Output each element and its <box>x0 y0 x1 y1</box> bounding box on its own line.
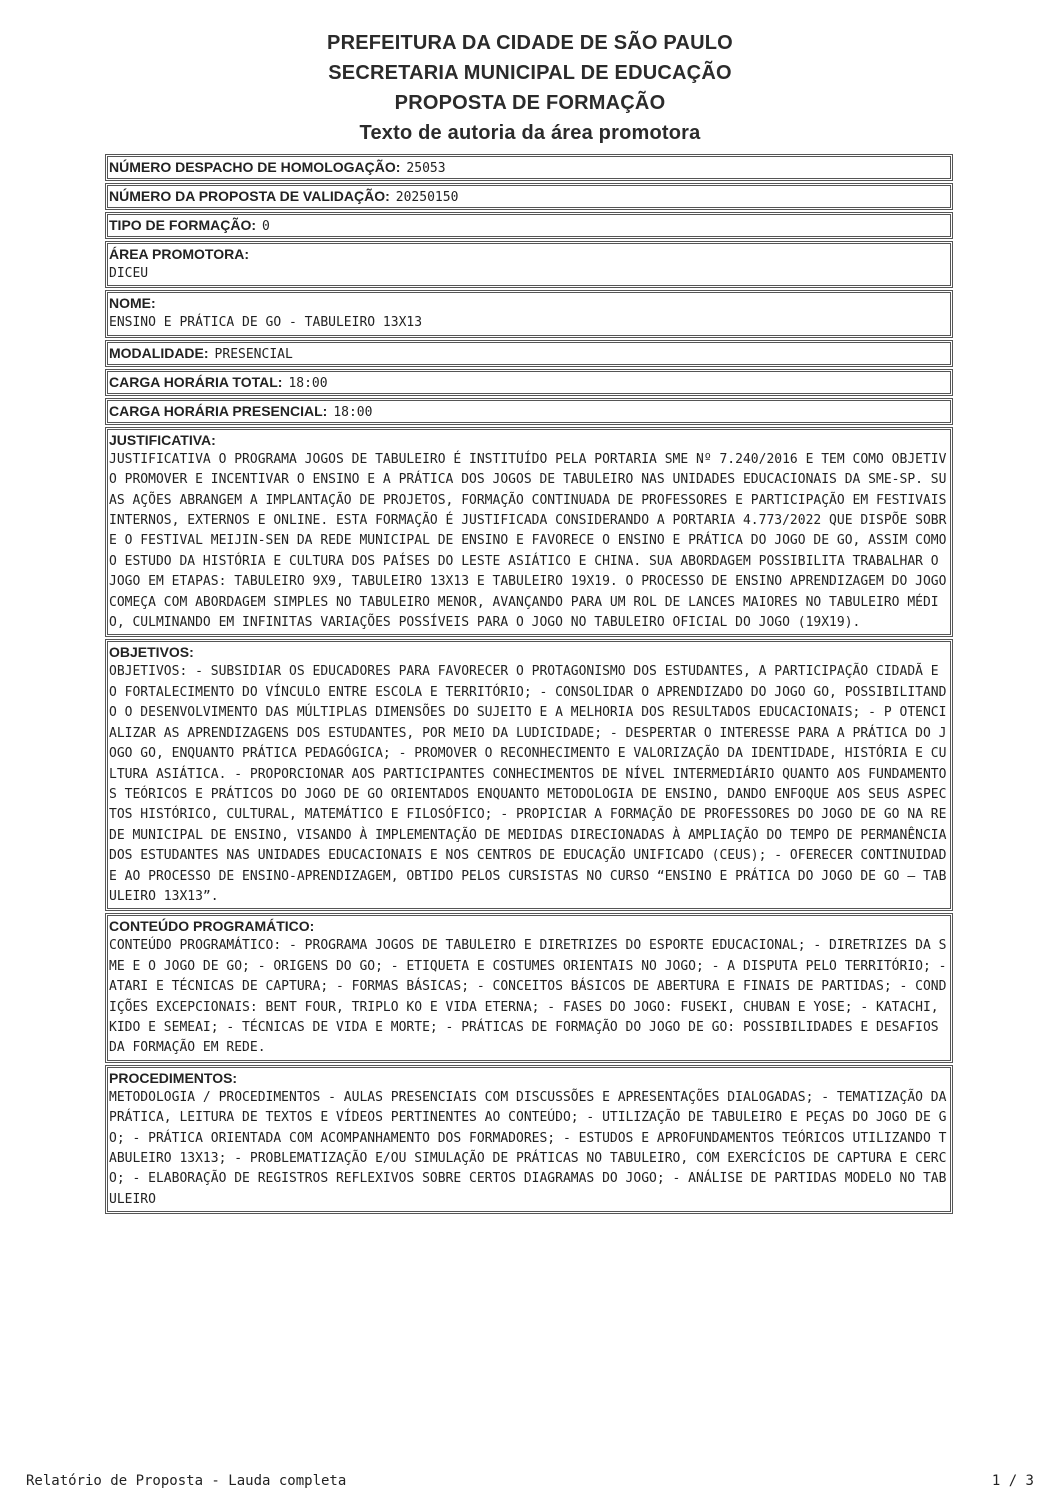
field-label: CONTEÚDO PROGRAMÁTICO: <box>109 918 315 935</box>
field-carga-presencial <box>107 400 951 423</box>
field-value: PRESENCIAL <box>214 346 293 362</box>
header-line-secretaria: SECRETARIA MUNICIPAL DE EDUCAÇÃO <box>328 62 732 84</box>
form-content <box>106 156 955 1218</box>
header-line-prefeitura: PREFEITURA DA CIDADE DE SÃO PAULO <box>327 32 733 54</box>
field-label: MODALIDADE: <box>109 344 209 361</box>
field-label: TIPO DE FORMAÇÃO: <box>109 217 256 233</box>
field-value: ENSINO E PRÁTICA DE GO - TABULEIRO 13X13 <box>109 315 423 331</box>
field-value: 20250150 <box>395 190 459 205</box>
field-conteudo-programatico <box>107 915 955 1060</box>
field-area-promotora <box>107 243 951 286</box>
document-header <box>0 28 1060 148</box>
field-modalidade <box>107 342 951 365</box>
field-despacho <box>107 156 951 179</box>
field-label: PROCEDIMENTOS: <box>109 1069 238 1086</box>
field-value: OBJETIVOS: - SUBSIDIAR OS EDUCADORES PARA FAVORECER O PROTAGONISMO DOS ESTUDANTES, A PARTICIPAÇÃO CIDADÃ E O FORTALECIMENTO DO VÍNCULO ENTRE ESCOLA E TERRITÓRIO; - CONSOLIDAR O APRENDIZADO DO JOGO GO, POSSIBILITANDO O DESENVOLVIMENTO DAS MÚLTIPLAS DIMENSÕES DO SUJEITO E A MELHORIA DOS RESULTADOS EDUCACIONAIS; - P OTENCIALIZAR AS APRENDIZAGENS DOS ESTUDANTES, POR MEIO DA LUDICIDADE; - DESPERTAR O INTERESSE PARA A PRÁTICA DO JOGO GO, ENQUANTO PRÁTICA PEDAGÓGICA; - PROMOVER O RECONHECIMENTO E VALORIZAÇÃO DA IDENTIDADE, HISTÓRIA E CULTURA ASIÁTICA. - PROPORCIONAR AOS PARTICIPANTES CONHECIMENTOS DE NÍVEL INTERMEDIÁRIO QUANTO AOS FUNDAMENTOS TEÓRICOS E PRÁTICOS DO JOGO DE GO ORIENTADOS ENQUANTO METODOLOGIA DE ENSINO, DANDO ENFOQUE AOS SEUS ASPECTOS HISTÓRICO, CULTURAL, MATEMÁTICO E FILOSÓFICO; - PROPICIAR A FORMAÇÃO DE PROFESSORES DO JOGO DE GO NA REDE MUNICIPAL DE ENSINO, VISANDO À IMPLEMENTAÇÃO DE MEDIDAS DIRECIONADAS À AMPLIAÇÃO DO TEMPO DE PERMANÊNCIA DOS ESTUDANTES NAS UNIDADES EDUCACIONAIS E NOS CENTROS DE EDUCAÇÃO UNIFICADO (CEUS); - OFERECER CONTINUIDADE AO PROCESSO DE ENSINO-APRENDIZAGEM, OBTIDO PELOS CURSISTAS NO CURSO “ENSINO E PRÁTICA DO JOGO DE GO — TABULEIRO 13X13”. <box>109 664 955 904</box>
field-value: 18:00 <box>288 375 328 391</box>
field-value: METODOLOGIA / PROCEDIMENTOS - AULAS PRESENCIAIS COM DISCUSSÕES E APRESENTAÇÕES DIALOGADAS; - TEMATIZAÇÃO DA PRÁTICA, LEITURA DE TEXTOS E VÍDEOS PERTINENTES AO CONTEÚDO; - UTILIZAÇÃO DE TABULEIRO E PEÇAS DO JOGO DE GO; - PRÁTICA ORIENTADA COM ACOMPANHAMENTO DOS FORMADORES; - ESTUDOS E APROFUNDAMENTOS TEÓRICOS UTILIZANDO TABULEIRO 13X13; - PROBLEMATIZAÇÃO E/OU SIMULAÇÃO DE PRÁTICAS NO TABULEIRO, COM EXERCÍCIOS DE CAPTURA E CERCO; - ELABORAÇÃO DE REGISTROS REFLEXIVOS SOBRE CERTOS DIAGRAMAS DO JOGO; - ANÁLISE DE PARTIDAS MODELO NO TABULEIRO <box>109 1089 955 1207</box>
page-footer <box>26 1473 1034 1489</box>
field-objetivos <box>107 641 955 909</box>
field-label: CARGA HORÁRIA TOTAL: <box>109 373 283 390</box>
field-label: NÚMERO DA PROPOSTA DE VALIDAÇÃO: <box>109 188 390 204</box>
field-value: 18:00 <box>333 404 373 420</box>
field-label: JUSTIFICATIVA: <box>109 431 216 448</box>
field-label: NÚMERO DESPACHO DE HOMOLOGAÇÃO: <box>109 159 401 175</box>
field-label: CARGA HORÁRIA PRESENCIAL: <box>109 402 328 419</box>
field-procedimentos <box>107 1067 955 1212</box>
field-label: OBJETIVOS: <box>109 644 194 661</box>
field-value: JUSTIFICATIVA O PROGRAMA JOGOS DE TABULEIRO É INSTITUÍDO PELA PORTARIA SME Nº 7.240/2016 E TEM COMO OBJETIVO PROMOVER E INCENTIVAR O ENSINO E A PRÁTICA DOS JOGOS DE TABULEIRO NAS UNIDADES EDUCACIONAIS DA SME-SP. SUAS AÇÕES ABRANGEM A IMPLANTAÇÃO DE PROJETOS, FORMAÇÃO CONTINUADA DE PROFESSORES E PARTICIPAÇÃO EM FESTIVAIS INTERNOS, EXTERNOS E ONLINE. ESTA FORMAÇÃO É JUSTIFICADA CONSIDERANDO A PORTARIA 4.773/2022 QUE DISPÕE SOBRE O FESTIVAL MEIJIN-SEN DA REDE MUNICIPAL DE ENSINO E FAVORECE O ENSINO E PRÁTICA DO JOGO DE GO, ASSIM COMO O ESTUDO DA HISTÓRIA E CULTURA DOS PAÍSES DO LESTE ASIÁTICO E CHINA. SUA ABORDAGEM POSSIBILITA TRABALHAR O JOGO EM ETAPAS: TABULEIRO 9X9, TABULEIRO 13X13 E TABULEIRO 19X19. O PROCESSO DE ENSINO APRENDIZAGEM DO JOGO COMEÇA COM ABORDAGEM SIMPLES NO TABULEIRO MENOR, AVANÇANDO PARA UM ROL DE LANCES MAIORES NO TABULEIRO MÉDIO, CULMINANDO EM INFINITAS VARIAÇÕES POSSÍVEIS PARA O JOGO NO TABULEIRO OFICIAL DO JOGO (19X19). <box>109 451 955 631</box>
field-label: NOME: <box>109 295 156 312</box>
footer-report-title: Relatório de Proposta - Lauda completa <box>26 1473 347 1489</box>
field-tipo <box>107 214 951 237</box>
field-label: ÁREA PROMOTORA: <box>109 246 249 262</box>
field-proposta <box>107 185 951 208</box>
field-nome <box>107 292 951 335</box>
field-value: 25053 <box>406 161 446 176</box>
field-value: 0 <box>262 219 270 234</box>
header-line-proposta: PROPOSTA DE FORMAÇÃO <box>394 92 666 114</box>
field-value: CONTEÚDO PROGRAMÁTICO: - PROGRAMA JOGOS DE TABULEIRO E DIRETRIZES DO ESPORTE EDUCACIONAL; - DIRETRIZES DA SME E O JOGO DE GO; - ORIGENS DO GO; - ETIQUETA E COSTUMES ORIENTAIS NO JOGO; - A DISPUTA PELO TERRITÓRIO; - ATARI E TÉCNICAS DE CAPTURA; - FORMAS BÁSICAS; - CONCEITOS BÁSICOS DE ABERTURA E FINAIS DE PARTIDAS; - CONDIÇÕES EXCEPCIONAIS: BENT FOUR, TRIPLO KO E VIDA ETERNA; - FASES DO JOGO: FUSEKI, CHUBAN E YOSE; - KATACHI, KIDO E SEMEAI; - TÉCNICAS DE VIDA E MORTE; - PRÁTICAS DE FORMAÇÃO DO JOGO DE GO: POSSIBILIDADES E DESAFIOS DA FORMAÇÃO EM REDE. <box>109 938 955 1056</box>
field-justificativa <box>107 429 955 636</box>
field-value: DICEU <box>109 266 149 281</box>
field-carga-total <box>107 371 951 394</box>
header-line-autoria: Texto de autoria da área promotora <box>359 122 701 144</box>
page-number: 1 / 3 <box>991 1473 1034 1489</box>
